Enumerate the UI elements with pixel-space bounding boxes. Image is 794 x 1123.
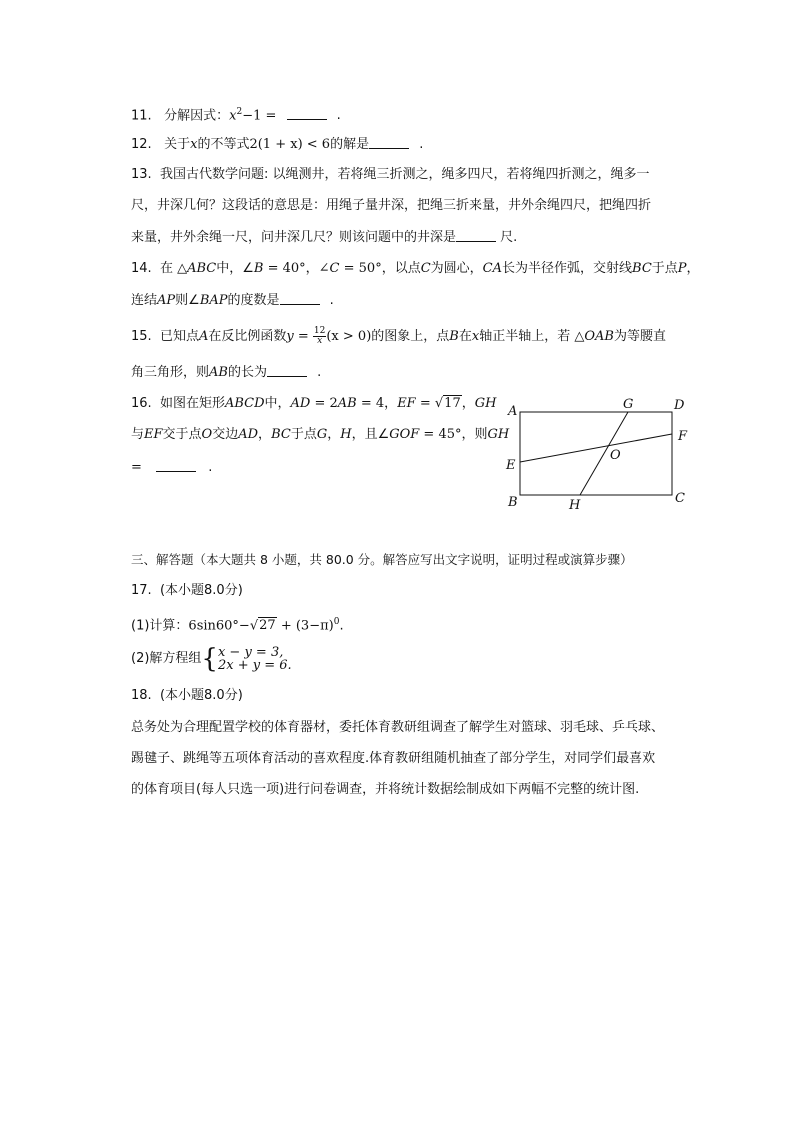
segment-gh <box>580 412 628 495</box>
rectangle-figure <box>500 396 700 514</box>
question-16-line-3: = . <box>131 460 213 475</box>
question-13-line-3: 来量，井外余绳一尺，问井深几尺？则该问题中的井深是 尺. <box>131 230 518 245</box>
question-number: 13. <box>131 167 152 182</box>
answer-blank[interactable] <box>280 292 320 305</box>
answer-blank[interactable] <box>267 364 307 377</box>
question-number: 14. <box>131 261 152 276</box>
question-16-line-2: 与EF交于点O交边AD，BC于点G，H，且∠GOF = 45°，则GH <box>131 427 510 442</box>
question-18-line-2: 踢毽子、跳绳等五项体育活动的喜欢程度.体育教研组随机抽查了部分学生，对同学们最喜欢 <box>131 751 656 766</box>
label-o: O <box>610 448 621 463</box>
question-14-line-2: 连结AP则∠BAP的度数是 . <box>131 293 334 308</box>
question-18-line-3: 的体育项目(每人只选一项)进行问卷调查，并将统计数据绘制成如下两幅不完整的统计图. <box>131 782 640 797</box>
question-15-line-1: 15. 已知点A在反比例函数y = $\frac{12}{x}$ (x > 0)的图象上，点B在x轴正半轴上，若 △OAB为等腰直 <box>131 326 666 346</box>
answer-blank[interactable] <box>156 459 196 472</box>
section-3-heading: 三、解答题（本大题共 8 小题，共 80.0 分。解答应写出文字说明，证明过程或演算步骤） <box>131 552 633 567</box>
question-18-line-1: 总务处为合理配置学校的体育器材，委托体育教研组调查了解学生对篮球、羽毛球、乒乓球、 <box>131 720 665 735</box>
segment-ef <box>520 434 672 462</box>
label-d: D <box>674 398 685 413</box>
label-g: G <box>623 397 634 412</box>
answer-blank[interactable] <box>369 136 409 149</box>
answer-blank[interactable] <box>456 229 496 242</box>
label-a: A <box>508 404 518 419</box>
question-17-part-2: (2)解方程组{ x − y = 3, 2x + y = 6. <box>131 644 292 674</box>
question-number: 11. <box>131 108 152 124</box>
label-f: F <box>678 429 688 444</box>
question-14-line-1: 14. 在 △ABC中，∠B = 40°，∠C = 50°，以点C为圆心，CA长为半径作弧，交射线BC于点P， <box>131 261 700 276</box>
question-18-header: 18. (本小题8.0分) <box>131 688 243 703</box>
question-number: 16. <box>131 396 152 411</box>
label-h: H <box>569 498 581 513</box>
label-e: E <box>506 458 516 473</box>
question-15-line-2: 角三角形，则AB的长为 . <box>131 365 322 380</box>
question-13-line-1: 13. 我国古代数学问题: 以绳测井，若将绳三折测之，绳多四尺，若将绳四折测之，绳多一 <box>131 167 650 182</box>
question-number: 12. <box>131 137 152 152</box>
question-number: 18. <box>131 688 152 703</box>
question-16-line-1: 16. 如图在矩形ABCD中，AD = 2AB = 4，EF = √17，GH <box>131 396 497 411</box>
label-b: B <box>508 495 518 510</box>
answer-blank[interactable] <box>287 107 327 120</box>
question-11: 11. 分解因式：$x^2-1$ = . <box>131 107 341 124</box>
label-c: C <box>675 491 685 506</box>
question-number: 17. <box>131 583 152 598</box>
question-17-header: 17. (本小题8.0分) <box>131 583 243 598</box>
question-13-line-2: 尺，井深几何？这段话的意思是：用绳子量井深，把绳三折来量，井外余绳四尺，把绳四折 <box>131 198 652 213</box>
fraction: $\frac{12}{x}$ <box>313 326 326 346</box>
question-12: 12. 关于x的不等式2(1 + x) < 6的解是 . <box>131 137 424 152</box>
rectangle-abcd <box>520 412 672 495</box>
equation-system: x − y = 3, 2x + y = 6. <box>217 645 292 673</box>
question-17-part-1: (1)计算：$6\sin 60^\circ-√27 + (3-\pi)^0$. <box>131 617 344 634</box>
question-number: 15. <box>131 329 152 344</box>
